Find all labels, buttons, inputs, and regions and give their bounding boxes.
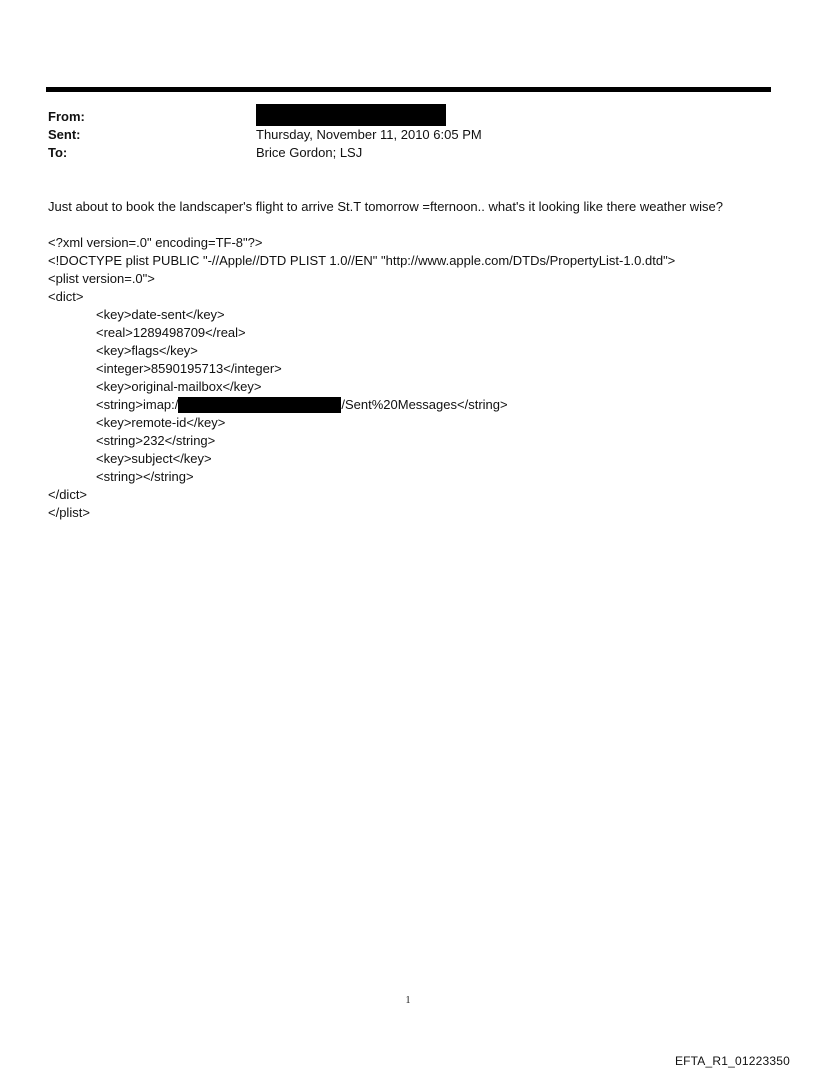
to-row [48,144,768,162]
imap-string-line [48,396,778,414]
imap-prefix: <string>imap:/ [96,397,179,412]
xml-declaration: <?xml version=.0" encoding=TF-8"?> [48,235,263,250]
redaction-box [256,104,446,126]
from-value [256,106,768,128]
integer-value: <integer>8590195713</integer> [96,361,282,376]
page-number: 1 [405,995,411,1006]
key-flags: <key>flags</key> [96,343,198,358]
redaction-box [178,397,341,413]
plist-close: </plist> [48,505,90,520]
key-remote-id: <key>remote-id</key> [96,415,226,430]
subject-value: <string></string> [96,469,194,484]
plist-block [48,234,778,522]
sent-label: Sent: [48,127,81,142]
key-date-sent: <key>date-sent</key> [96,307,225,322]
to-label: To: [48,145,68,160]
from-row [48,108,768,126]
message-body: Just about to book the landscaper's flight to arrive St.T tomorrow =fternoon.. what's it looking like there weather wise? [48,199,723,214]
dict-close: </dict> [48,487,88,502]
doctype-line: <!DOCTYPE plist PUBLIC "-//Apple//DTD PLIST 1.0//EN" "http://www.apple.com/DTDs/PropertyList-1.0.dtd"> [48,253,676,268]
email-header [48,108,768,162]
sent-value: Thursday, November 11, 2010 6:05 PM [256,127,482,142]
key-original-mailbox: <key>original-mailbox</key> [96,379,262,394]
imap-suffix: /Sent%20Messages</string> [341,397,508,412]
real-value: <real>1289498709</real> [96,325,246,340]
sent-row [48,126,768,144]
remote-id-value: <string>232</string> [96,433,216,448]
key-subject: <key>subject</key> [96,451,212,466]
header-rule [46,87,771,92]
to-value: Brice Gordon; LSJ [256,145,363,160]
plist-open: <plist version=.0"> [48,271,155,286]
from-label: From: [48,109,85,124]
document-id: EFTA_R1_01223350 [674,1054,790,1068]
dict-open: <dict> [48,289,84,304]
